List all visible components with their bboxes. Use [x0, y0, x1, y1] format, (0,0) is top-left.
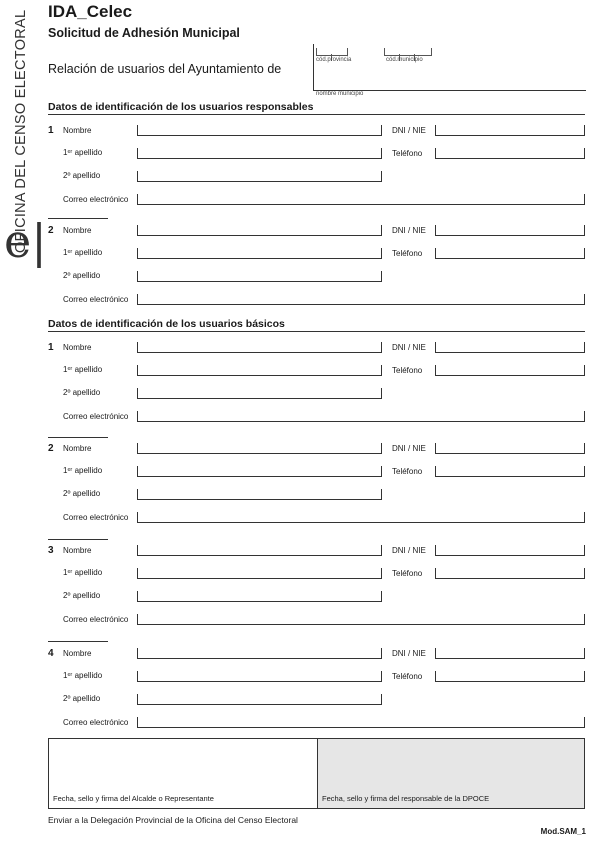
signature-label-dpoce: Fecha, sello y firma del responsable de la DPOCE	[322, 794, 490, 803]
telefono-field[interactable]	[435, 466, 585, 477]
nombre-label: Nombre	[63, 649, 92, 658]
user-separator	[48, 437, 108, 438]
telefono-label: Teléfono	[392, 467, 423, 476]
dni-field[interactable]	[435, 648, 585, 659]
apellido1-label: 1ᵉʳ apellido	[63, 248, 103, 257]
dni-label: DNI / NIE	[392, 444, 426, 453]
section-rule	[48, 331, 585, 332]
dni-field[interactable]	[435, 545, 585, 556]
user-number: 2	[48, 443, 54, 454]
user-number: 1	[48, 342, 54, 353]
apellido1-field[interactable]	[137, 568, 382, 579]
apellido2-field[interactable]	[137, 694, 382, 705]
nombre-field[interactable]	[137, 125, 382, 136]
correo-field[interactable]	[137, 717, 585, 728]
correo-field[interactable]	[137, 512, 585, 523]
footer-send-to: Enviar a la Delegación Provincial de la Oficina del Censo Electoral	[48, 815, 298, 825]
nombre-field[interactable]	[137, 545, 382, 556]
form-title: Solicitud de Adhesión Municipal	[48, 26, 240, 40]
nombre-field[interactable]	[137, 225, 382, 236]
oce-logo: e|	[4, 214, 47, 268]
signature-box-dpoce	[318, 739, 584, 808]
nombre-label: Nombre	[63, 546, 92, 555]
apellido2-field[interactable]	[137, 388, 382, 399]
municipality-box	[313, 44, 586, 91]
correo-label: Correo electrónico	[63, 513, 129, 522]
correo-label: Correo electrónico	[63, 718, 129, 727]
cod-municipio-field[interactable]	[384, 48, 432, 56]
nombre-field[interactable]	[137, 342, 382, 353]
correo-field[interactable]	[137, 614, 585, 625]
dni-field[interactable]	[435, 342, 585, 353]
apellido1-label: 1ᵉʳ apellido	[63, 568, 103, 577]
nombre-municipio-label: nombre municipio	[316, 91, 364, 97]
user-number: 2	[48, 225, 54, 236]
user-number: 3	[48, 545, 54, 556]
telefono-label: Teléfono	[392, 569, 423, 578]
cod-municipio-label: cód.municipio	[386, 57, 423, 63]
dni-label: DNI / NIE	[392, 126, 426, 135]
apellido2-label: 2º apellido	[63, 271, 101, 280]
telefono-field[interactable]	[435, 365, 585, 376]
apellido1-field[interactable]	[137, 248, 382, 259]
nombre-label: Nombre	[63, 226, 92, 235]
apellido1-field[interactable]	[137, 365, 382, 376]
nombre-label: Nombre	[63, 126, 92, 135]
user-number: 1	[48, 125, 54, 136]
apellido2-label: 2º apellido	[63, 489, 101, 498]
brand-text: OFICINA DEL CENSO ELECTORAL	[13, 9, 29, 253]
footer-model: Mod.SAM_1	[540, 827, 586, 836]
section-heading-responsables: Datos de identificación de los usuarios responsables	[48, 101, 314, 113]
dni-label: DNI / NIE	[392, 649, 426, 658]
dni-field[interactable]	[435, 125, 585, 136]
correo-field[interactable]	[137, 294, 585, 305]
signature-box-representante[interactable]	[49, 739, 318, 808]
apellido1-label: 1ᵉʳ apellido	[63, 671, 103, 680]
apellido2-field[interactable]	[137, 591, 382, 602]
cod-provincia-label: cód.provincia	[316, 57, 352, 63]
apellido1-field[interactable]	[137, 466, 382, 477]
correo-field[interactable]	[137, 194, 585, 205]
telefono-label: Teléfono	[392, 672, 423, 681]
apellido1-label: 1ᵉʳ apellido	[63, 365, 103, 374]
nombre-field[interactable]	[137, 443, 382, 454]
cod-provincia-field[interactable]	[316, 48, 348, 56]
section-heading-basicos: Datos de identificación de los usuarios básicos	[48, 318, 285, 330]
form-subtitle: Relación de usuarios del Ayuntamiento de	[48, 62, 282, 76]
correo-label: Correo electrónico	[63, 295, 129, 304]
dni-label: DNI / NIE	[392, 343, 426, 352]
correo-label: Correo electrónico	[63, 615, 129, 624]
apellido2-label: 2º apellido	[63, 388, 101, 397]
section-rule	[48, 114, 585, 115]
apellido1-field[interactable]	[137, 671, 382, 682]
apellido2-field[interactable]	[137, 271, 382, 282]
dni-label: DNI / NIE	[392, 546, 426, 555]
signature-label-representante: Fecha, sello y firma del Alcalde o Representante	[53, 794, 214, 803]
apellido1-field[interactable]	[137, 148, 382, 159]
telefono-label: Teléfono	[392, 149, 423, 158]
apellido2-label: 2º apellido	[63, 591, 101, 600]
telefono-field[interactable]	[435, 148, 585, 159]
nombre-label: Nombre	[63, 444, 92, 453]
correo-field[interactable]	[137, 411, 585, 422]
apellido2-label: 2º apellido	[63, 171, 101, 180]
nombre-label: Nombre	[63, 343, 92, 352]
apellido2-field[interactable]	[137, 171, 382, 182]
dni-field[interactable]	[435, 225, 585, 236]
apellido1-label: 1ᵉʳ apellido	[63, 148, 103, 157]
dni-label: DNI / NIE	[392, 226, 426, 235]
telefono-field[interactable]	[435, 671, 585, 682]
user-separator	[48, 539, 108, 540]
telefono-label: Teléfono	[392, 249, 423, 258]
form-code: IDA_Celec	[48, 2, 133, 21]
apellido2-field[interactable]	[137, 489, 382, 500]
dni-field[interactable]	[435, 443, 585, 454]
telefono-field[interactable]	[435, 568, 585, 579]
apellido1-label: 1ᵉʳ apellido	[63, 466, 103, 475]
signature-area	[48, 738, 585, 809]
nombre-field[interactable]	[137, 648, 382, 659]
correo-label: Correo electrónico	[63, 412, 129, 421]
telefono-field[interactable]	[435, 248, 585, 259]
user-number: 4	[48, 648, 54, 659]
user-separator	[48, 218, 108, 219]
apellido2-label: 2º apellido	[63, 694, 101, 703]
telefono-label: Teléfono	[392, 366, 423, 375]
user-separator	[48, 641, 108, 642]
correo-label: Correo electrónico	[63, 195, 129, 204]
